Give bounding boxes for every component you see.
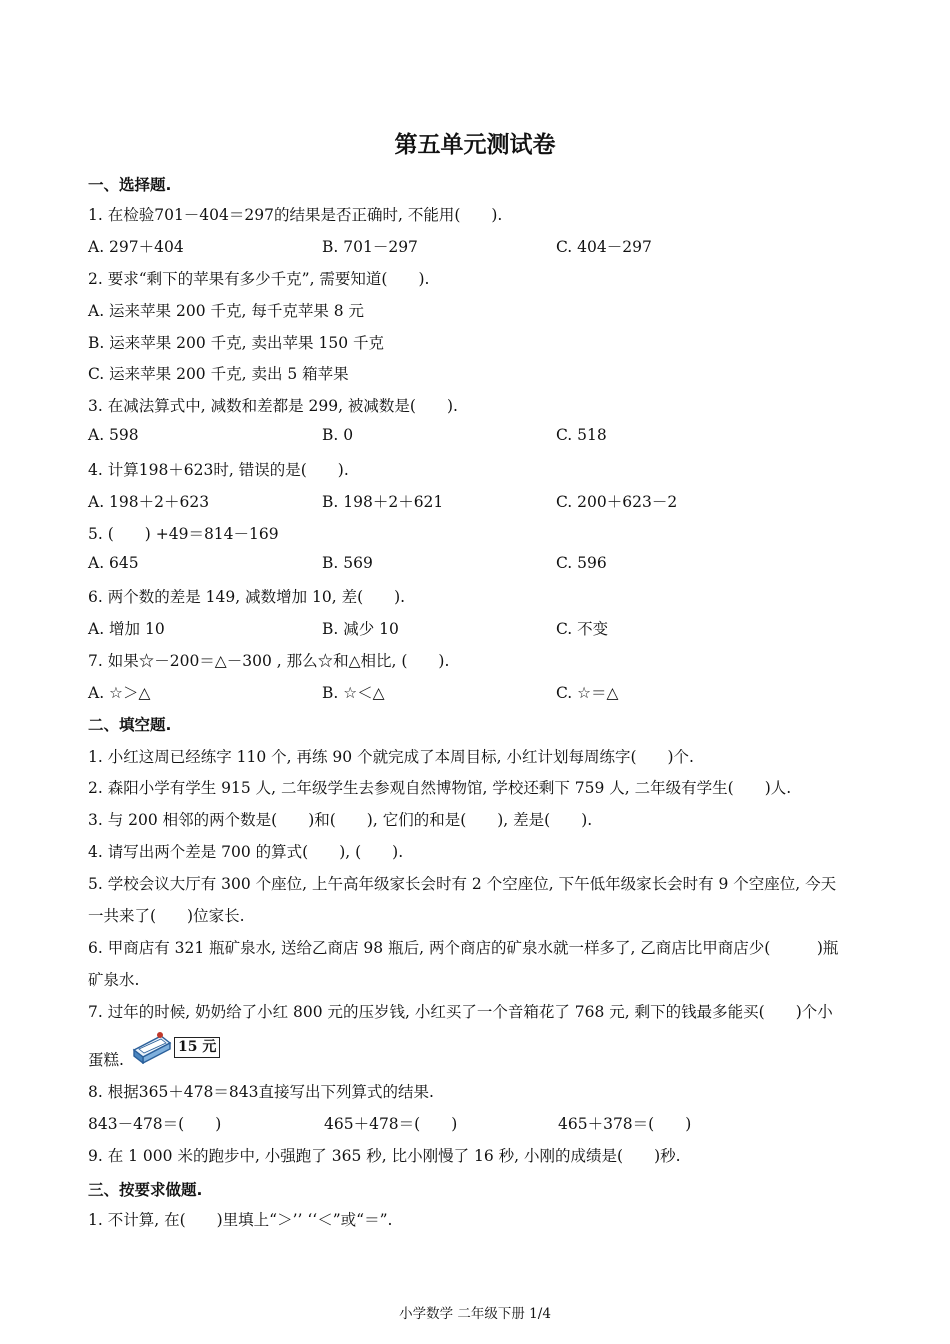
option-b: B. 701－297	[322, 238, 418, 256]
option-c: C. 不变	[556, 620, 609, 638]
cake-icon	[131, 1030, 173, 1064]
price-tag: 15 元	[174, 1037, 220, 1058]
option-b: B. 198＋2＋621	[322, 493, 444, 511]
option-b: B. 0	[322, 426, 354, 444]
option-c: C. ☆＝△	[556, 684, 619, 702]
option-c: C. 518	[556, 426, 607, 444]
option-c: C. 596	[556, 554, 607, 572]
question-text: 3. 与 200 相邻的两个数是( )和( ), 它们的和是( ), 差是( ).	[88, 811, 593, 829]
question-text: 蛋糕.	[88, 1051, 124, 1069]
calc-item: 465＋378＝( )	[558, 1115, 692, 1133]
option-b: B. 569	[322, 554, 373, 572]
section-heading-choice: 一、选择题.	[88, 176, 172, 194]
question-text: 1. 小红这周已经练字 110 个, 再练 90 个就完成了本周目标, 小红计划每周练字( )个.	[88, 748, 694, 766]
option-a: A. 645	[88, 554, 139, 572]
option-c: C. 200＋623－2	[556, 493, 678, 511]
question-text: 6. 甲商店有 321 瓶矿泉水, 送给乙商店 98 瓶后, 两个商店的矿泉水就一样多了, 乙商店比甲商店少( )瓶	[88, 939, 839, 957]
option-a: A. 运来苹果 200 千克, 每千克苹果 8 元	[88, 302, 365, 320]
option-a: A. 198＋2＋623	[88, 493, 210, 511]
question-text: 5. 学校会议大厅有 300 个座位, 上午高年级家长会时有 2 个空座位, 下午低年级家长会时有 9 个空座位, 今天	[88, 875, 837, 893]
calc-item: 465＋478＝( )	[324, 1115, 458, 1133]
question-text: 2. 要求“剩下的苹果有多少千克”, 需要知道( ).	[88, 270, 430, 288]
page-title: 第五单元测试卷	[394, 132, 556, 158]
option-a: A. ☆＞△	[88, 684, 151, 702]
calc-item: 843－478＝( )	[88, 1115, 222, 1133]
question-text: 1. 在检验701－404＝297的结果是否正确时, 不能用( ).	[88, 206, 503, 224]
question-text: 3. 在减法算式中, 减数和差都是 299, 被减数是( ).	[88, 397, 458, 415]
question-text: 矿泉水.	[88, 971, 140, 989]
question-text: 2. 森阳小学有学生 915 人, 二年级学生去参观自然博物馆, 学校还剩下 759 人, 二年级有学生( )人.	[88, 779, 792, 797]
question-text: 9. 在 1 000 米的跑步中, 小强跑了 365 秒, 比小刚慢了 16 秒, 小刚的成绩是( )秒.	[88, 1147, 681, 1165]
option-b: B. 运来苹果 200 千克, 卖出苹果 150 千克	[88, 334, 384, 352]
section-heading-fill: 二、填空题.	[88, 716, 172, 734]
option-c: C. 404－297	[556, 238, 652, 256]
question-text: 4. 计算198＋623时, 错误的是( ).	[88, 461, 349, 479]
question-text: 一共来了( )位家长.	[88, 907, 245, 925]
question-text: 1. 不计算, 在( )里填上“＞’’ ‘‘＜”或“＝”.	[88, 1211, 393, 1229]
option-b: B. 减少 10	[322, 620, 399, 638]
question-text: 7. 过年的时候, 奶奶给了小红 800 元的压岁钱, 小红买了一个音箱花了 768 元, 剩下的钱最多能买( )个小	[88, 1003, 833, 1021]
question-text: 7. 如果☆－200＝△－300 , 那么☆和△相比, ( ).	[88, 652, 450, 670]
question-text: 6. 两个数的差是 149, 减数增加 10, 差( ).	[88, 588, 406, 606]
question-text: 8. 根据365＋478＝843直接写出下列算式的结果.	[88, 1083, 434, 1101]
question-text: 5. ( ) +49＝814－169	[88, 525, 279, 543]
option-a: A. 增加 10	[88, 620, 165, 638]
option-a: A. 297＋404	[88, 238, 184, 256]
page-footer: 小学数学 二年级下册 1/4	[399, 1306, 551, 1322]
option-c: C. 运来苹果 200 千克, 卖出 5 箱苹果	[88, 365, 349, 383]
option-b: B. ☆＜△	[322, 684, 385, 702]
option-a: A. 598	[88, 426, 139, 444]
section-heading-requirements: 三、按要求做题.	[88, 1181, 203, 1199]
question-text: 4. 请写出两个差是 700 的算式( ), ( ).	[88, 843, 404, 861]
